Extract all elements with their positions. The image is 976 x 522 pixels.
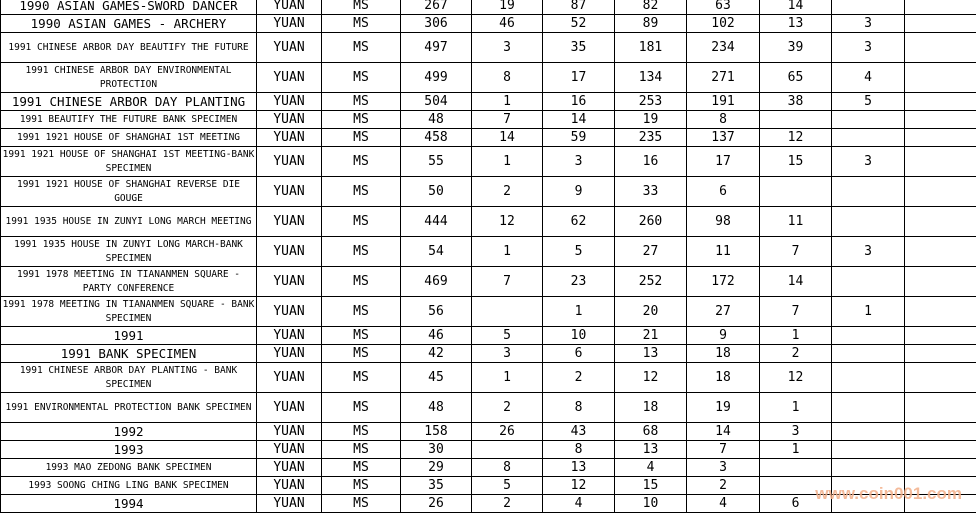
count-cell: 3 (687, 459, 760, 477)
count-cell: 7 (760, 297, 832, 327)
count-cell: 12 (760, 363, 832, 393)
table-row (1, 63, 976, 93)
table-row (1, 129, 976, 147)
site-watermark: www.coin001.com (815, 484, 962, 503)
count-cell (832, 207, 905, 237)
grade-cell: MS (322, 459, 401, 477)
coin-name-cell: 1992 (1, 423, 257, 441)
count-cell: 26 (472, 423, 543, 441)
table-row (1, 93, 976, 111)
count-cell: 17 (687, 147, 760, 177)
count-cell: 68 (615, 423, 687, 441)
count-cell: 9 (687, 327, 760, 345)
count-cell: 9 (543, 177, 615, 207)
grade-cell: MS (322, 0, 401, 15)
coin-name-cell: 1993 SOONG CHING LING BANK SPECIMEN (1, 477, 257, 495)
coin-name-cell: 1993 (1, 441, 257, 459)
denomination-cell: YUAN (257, 111, 322, 129)
coin-name-cell: 1990 ASIAN GAMES - ARCHERY (1, 15, 257, 33)
total-cell: 48 (401, 111, 472, 129)
count-cell (832, 441, 905, 459)
denomination-cell: YUAN (257, 33, 322, 63)
table-row (1, 297, 976, 327)
count-cell: 17 (543, 63, 615, 93)
count-cell: 2 (472, 393, 543, 423)
total-cell: 458 (401, 129, 472, 147)
count-cell: 1 (832, 297, 905, 327)
count-cell (832, 393, 905, 423)
table-row (1, 345, 976, 363)
coin-name-cell: 1991 BEAUTIFY THE FUTURE BANK SPECIMEN (1, 111, 257, 129)
empty-cell (905, 93, 976, 111)
table-row (1, 441, 976, 459)
grade-cell: MS (322, 129, 401, 147)
count-cell: 2 (472, 177, 543, 207)
denomination-cell: YUAN (257, 93, 322, 111)
count-cell: 253 (615, 93, 687, 111)
coin-name-cell: 1991 BANK SPECIMEN (1, 345, 257, 363)
count-cell: 1 (472, 93, 543, 111)
count-cell: 33 (615, 177, 687, 207)
count-cell: 38 (760, 93, 832, 111)
count-cell: 235 (615, 129, 687, 147)
coin-name-cell: 1991 1921 HOUSE OF SHANGHAI 1ST MEETING-BANK SPECIMEN (1, 147, 257, 177)
empty-cell (905, 423, 976, 441)
total-cell: 50 (401, 177, 472, 207)
count-cell: 10 (543, 327, 615, 345)
count-cell: 12 (543, 477, 615, 495)
count-cell: 14 (543, 111, 615, 129)
coin-name-cell: 1991 (1, 327, 257, 345)
count-cell: 3 (832, 237, 905, 267)
denomination-cell: YUAN (257, 297, 322, 327)
count-cell (832, 459, 905, 477)
count-cell: 7 (472, 267, 543, 297)
empty-cell (905, 15, 976, 33)
coin-name-cell: 1991 ENVIRONMENTAL PROTECTION BANK SPECIMEN (1, 393, 257, 423)
count-cell: 8 (543, 393, 615, 423)
grade-cell: MS (322, 327, 401, 345)
table-row (1, 267, 976, 297)
count-cell (832, 327, 905, 345)
empty-cell (905, 345, 976, 363)
count-cell: 21 (615, 327, 687, 345)
count-cell: 3 (832, 33, 905, 63)
table-row (1, 111, 976, 129)
grade-cell: MS (322, 15, 401, 33)
count-cell: 5 (472, 327, 543, 345)
total-cell: 35 (401, 477, 472, 495)
total-cell: 469 (401, 267, 472, 297)
denomination-cell: YUAN (257, 441, 322, 459)
empty-cell (905, 327, 976, 345)
denomination-cell: YUAN (257, 495, 322, 513)
count-cell (832, 111, 905, 129)
empty-cell (905, 441, 976, 459)
grade-cell: MS (322, 147, 401, 177)
count-cell: 11 (687, 237, 760, 267)
count-cell: 65 (760, 63, 832, 93)
denomination-cell: YUAN (257, 477, 322, 495)
count-cell: 191 (687, 93, 760, 111)
count-cell: 18 (687, 363, 760, 393)
count-cell: 89 (615, 15, 687, 33)
count-cell: 1 (760, 393, 832, 423)
count-cell: 260 (615, 207, 687, 237)
empty-cell (905, 363, 976, 393)
count-cell: 1 (543, 297, 615, 327)
empty-cell (905, 477, 976, 495)
count-cell: 252 (615, 267, 687, 297)
denomination-cell: YUAN (257, 393, 322, 423)
count-cell: 4 (687, 495, 760, 513)
count-cell: 13 (615, 345, 687, 363)
empty-cell (905, 267, 976, 297)
count-cell (760, 477, 832, 495)
grade-cell: MS (322, 441, 401, 459)
table-row (1, 327, 976, 345)
count-cell: 12 (472, 207, 543, 237)
count-cell: 63 (687, 0, 760, 15)
denomination-cell: YUAN (257, 147, 322, 177)
table-row (1, 423, 976, 441)
empty-cell (905, 147, 976, 177)
empty-cell (905, 111, 976, 129)
grade-cell: MS (322, 177, 401, 207)
total-cell: 55 (401, 147, 472, 177)
count-cell: 14 (760, 267, 832, 297)
grade-cell: MS (322, 267, 401, 297)
denomination-cell: YUAN (257, 345, 322, 363)
count-cell: 18 (687, 345, 760, 363)
denomination-cell: YUAN (257, 207, 322, 237)
count-cell: 23 (543, 267, 615, 297)
count-cell: 10 (615, 495, 687, 513)
empty-cell (905, 63, 976, 93)
grade-cell: MS (322, 93, 401, 111)
grade-cell: MS (322, 237, 401, 267)
count-cell: 2 (760, 345, 832, 363)
count-cell (472, 297, 543, 327)
grade-cell: MS (322, 345, 401, 363)
denomination-cell: YUAN (257, 237, 322, 267)
table-row (1, 393, 976, 423)
count-cell: 1 (472, 237, 543, 267)
total-cell: 158 (401, 423, 472, 441)
coin-name-cell: 1990 ASIAN GAMES-SWORD DANCER (1, 0, 257, 15)
count-cell: 134 (615, 63, 687, 93)
count-cell: 3 (472, 33, 543, 63)
count-cell: 82 (615, 0, 687, 15)
count-cell: 5 (472, 477, 543, 495)
table-row (1, 237, 976, 267)
count-cell: 35 (543, 33, 615, 63)
denomination-cell: YUAN (257, 63, 322, 93)
count-cell (760, 177, 832, 207)
count-cell: 3 (832, 15, 905, 33)
total-cell: 45 (401, 363, 472, 393)
grade-cell: MS (322, 393, 401, 423)
count-cell: 16 (615, 147, 687, 177)
table-row (1, 363, 976, 393)
count-cell: 19 (615, 111, 687, 129)
grade-cell: MS (322, 363, 401, 393)
count-cell (832, 477, 905, 495)
total-cell: 26 (401, 495, 472, 513)
count-cell: 8 (543, 441, 615, 459)
count-cell: 181 (615, 33, 687, 63)
coin-name-cell: 1994 (1, 495, 257, 513)
denomination-cell: YUAN (257, 363, 322, 393)
denomination-cell: YUAN (257, 327, 322, 345)
total-cell: 29 (401, 459, 472, 477)
count-cell (832, 177, 905, 207)
count-cell (832, 345, 905, 363)
total-cell: 46 (401, 327, 472, 345)
empty-cell (905, 177, 976, 207)
count-cell: 102 (687, 15, 760, 33)
count-cell (832, 423, 905, 441)
count-cell: 12 (615, 363, 687, 393)
count-cell: 1 (472, 147, 543, 177)
count-cell: 3 (832, 147, 905, 177)
empty-cell (905, 129, 976, 147)
count-cell (760, 459, 832, 477)
denomination-cell: YUAN (257, 177, 322, 207)
count-cell: 8 (472, 459, 543, 477)
count-cell: 19 (687, 393, 760, 423)
count-cell (832, 495, 905, 513)
count-cell: 3 (472, 345, 543, 363)
empty-cell (905, 297, 976, 327)
grade-cell: MS (322, 207, 401, 237)
count-cell: 87 (543, 0, 615, 15)
count-cell: 14 (472, 129, 543, 147)
table-row (1, 15, 976, 33)
denomination-cell: YUAN (257, 267, 322, 297)
coin-name-cell: 1993 MAO ZEDONG BANK SPECIMEN (1, 459, 257, 477)
count-cell: 7 (760, 237, 832, 267)
count-cell: 6 (543, 345, 615, 363)
count-cell: 13 (760, 15, 832, 33)
count-cell: 1 (760, 327, 832, 345)
count-cell: 2 (543, 363, 615, 393)
total-cell: 42 (401, 345, 472, 363)
total-cell: 56 (401, 297, 472, 327)
grade-cell: MS (322, 495, 401, 513)
empty-cell (905, 459, 976, 477)
coin-name-cell: 1991 CHINESE ARBOR DAY PLANTING - BANK SPECIMEN (1, 363, 257, 393)
count-cell: 18 (615, 393, 687, 423)
count-cell: 27 (615, 237, 687, 267)
count-cell: 15 (615, 477, 687, 495)
count-cell: 4 (615, 459, 687, 477)
count-cell: 14 (687, 423, 760, 441)
empty-cell (905, 33, 976, 63)
table-row (1, 177, 976, 207)
empty-cell (905, 207, 976, 237)
empty-cell (905, 495, 976, 513)
count-cell: 62 (543, 207, 615, 237)
table-row (1, 147, 976, 177)
coin-name-cell: 1991 1935 HOUSE IN ZUNYI LONG MARCH-BANK SPECIMEN (1, 237, 257, 267)
grade-cell: MS (322, 33, 401, 63)
count-cell: 20 (615, 297, 687, 327)
total-cell: 504 (401, 93, 472, 111)
denomination-cell: YUAN (257, 0, 322, 15)
count-cell (832, 0, 905, 15)
coin-name-cell: 1991 CHINESE ARBOR DAY ENVIRONMENTAL PROTECTION (1, 63, 257, 93)
count-cell: 8 (472, 63, 543, 93)
count-cell: 5 (543, 237, 615, 267)
count-cell: 52 (543, 15, 615, 33)
count-cell: 4 (832, 63, 905, 93)
denomination-cell: YUAN (257, 15, 322, 33)
count-cell: 3 (543, 147, 615, 177)
total-cell: 267 (401, 0, 472, 15)
count-cell: 7 (687, 441, 760, 459)
table-row (1, 477, 976, 495)
count-cell: 11 (760, 207, 832, 237)
count-cell: 27 (687, 297, 760, 327)
total-cell: 54 (401, 237, 472, 267)
table-row (1, 459, 976, 477)
count-cell: 46 (472, 15, 543, 33)
total-cell: 499 (401, 63, 472, 93)
coin-name-cell: 1991 CHINESE ARBOR DAY PLANTING (1, 93, 257, 111)
coin-name-cell: 1991 1978 MEETING IN TIANANMEN SQUARE - BANK SPECIMEN (1, 297, 257, 327)
coin-name-cell: 1991 1921 HOUSE OF SHANGHAI REVERSE DIE GOUGE (1, 177, 257, 207)
coin-name-cell: 1991 1935 HOUSE IN ZUNYI LONG MARCH MEETING (1, 207, 257, 237)
count-cell: 137 (687, 129, 760, 147)
count-cell: 5 (832, 93, 905, 111)
count-cell: 19 (472, 0, 543, 15)
count-cell: 8 (687, 111, 760, 129)
count-cell: 15 (760, 147, 832, 177)
total-cell: 48 (401, 393, 472, 423)
count-cell: 13 (543, 459, 615, 477)
count-cell (832, 363, 905, 393)
count-cell: 6 (760, 495, 832, 513)
count-cell (832, 267, 905, 297)
count-cell: 12 (760, 129, 832, 147)
grade-cell: MS (322, 477, 401, 495)
count-cell (832, 129, 905, 147)
count-cell: 43 (543, 423, 615, 441)
count-cell (472, 441, 543, 459)
count-cell: 271 (687, 63, 760, 93)
table-row (1, 207, 976, 237)
total-cell: 497 (401, 33, 472, 63)
count-cell: 98 (687, 207, 760, 237)
coin-name-cell: 1991 1978 MEETING IN TIANANMEN SQUARE - PARTY CONFERENCE (1, 267, 257, 297)
count-cell (760, 111, 832, 129)
total-cell: 306 (401, 15, 472, 33)
coin-name-cell: 1991 1921 HOUSE OF SHANGHAI 1ST MEETING (1, 129, 257, 147)
coin-name-cell: 1991 CHINESE ARBOR DAY BEAUTIFY THE FUTURE (1, 33, 257, 63)
empty-cell (905, 0, 976, 15)
count-cell: 172 (687, 267, 760, 297)
count-cell: 234 (687, 33, 760, 63)
count-cell: 16 (543, 93, 615, 111)
denomination-cell: YUAN (257, 423, 322, 441)
empty-cell (905, 393, 976, 423)
count-cell: 7 (472, 111, 543, 129)
denomination-cell: YUAN (257, 459, 322, 477)
count-cell: 2 (472, 495, 543, 513)
count-cell: 1 (760, 441, 832, 459)
count-cell: 39 (760, 33, 832, 63)
total-cell: 444 (401, 207, 472, 237)
count-cell: 3 (760, 423, 832, 441)
table-row (1, 0, 976, 15)
grade-cell: MS (322, 111, 401, 129)
count-cell: 13 (615, 441, 687, 459)
table-row (1, 495, 976, 513)
count-cell: 4 (543, 495, 615, 513)
grade-cell: MS (322, 423, 401, 441)
count-cell: 59 (543, 129, 615, 147)
count-cell: 1 (472, 363, 543, 393)
empty-cell (905, 237, 976, 267)
count-cell: 6 (687, 177, 760, 207)
count-cell: 14 (760, 0, 832, 15)
count-cell: 2 (687, 477, 760, 495)
table-row (1, 33, 976, 63)
grade-cell: MS (322, 63, 401, 93)
grade-cell: MS (322, 297, 401, 327)
total-cell: 30 (401, 441, 472, 459)
denomination-cell: YUAN (257, 129, 322, 147)
